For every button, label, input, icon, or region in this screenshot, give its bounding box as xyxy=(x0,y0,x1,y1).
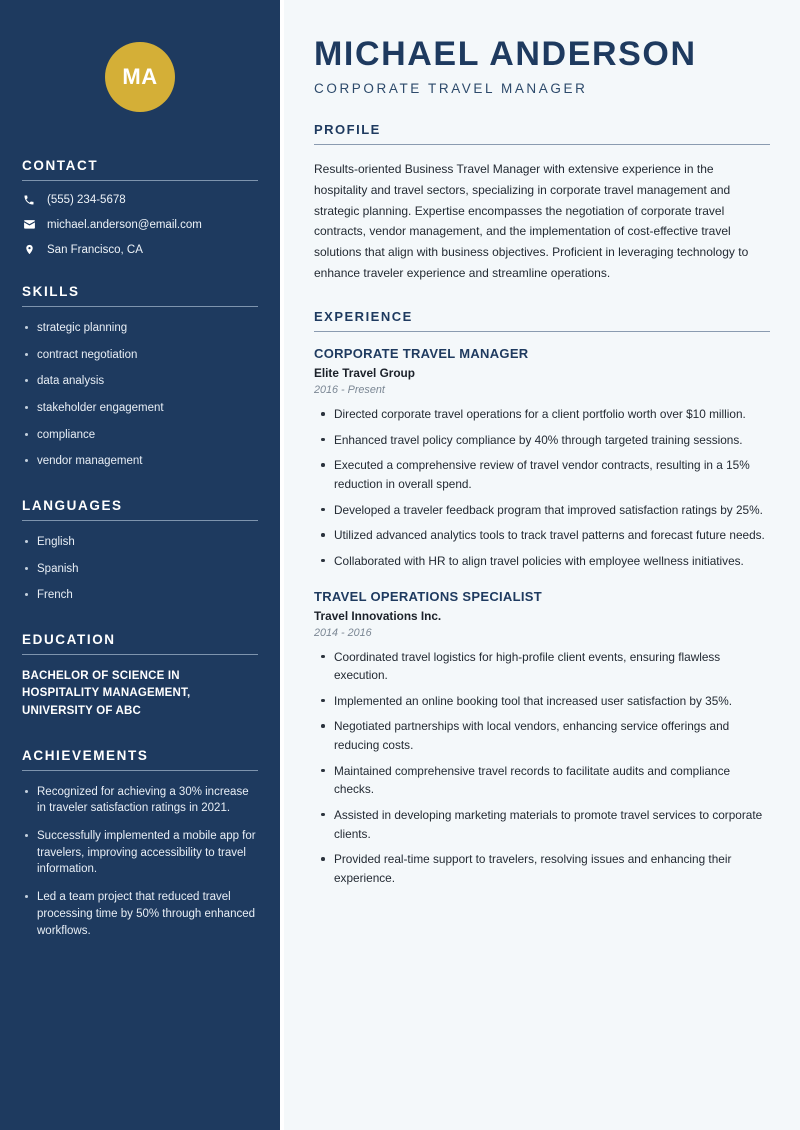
contact-location-value: San Francisco, CA xyxy=(47,243,143,256)
languages-heading: LANGUAGES xyxy=(22,498,123,514)
experience-company: Travel Innovations Inc. xyxy=(314,608,442,623)
list-item: Led a team project that reduced travel processing time by 50% through enhanced workflows. xyxy=(22,889,258,939)
experience-entry xyxy=(314,589,770,888)
list-item: Spanish xyxy=(22,561,258,578)
skills-list xyxy=(22,320,258,470)
list-item: strategic planning xyxy=(22,320,258,337)
skills-divider xyxy=(22,306,258,307)
achievements-list xyxy=(22,784,258,939)
list-item: Negotiated partnerships with local vendors, enhancing service offerings and reducing costs. xyxy=(316,717,770,754)
experience-dates: 2016 - Present xyxy=(314,384,385,397)
experience-job-title: CORPORATE TRAVEL MANAGER xyxy=(314,346,529,362)
contact-location-row[interactable] xyxy=(22,243,258,256)
contact-divider xyxy=(22,180,258,181)
avatar: MA xyxy=(105,42,175,112)
contact-email-row[interactable] xyxy=(22,218,258,231)
education-section xyxy=(22,632,258,720)
education-entry: BACHELOR OF SCIENCE IN HOSPITALITY MANAGEMENT, UNIVERSITY OF ABC xyxy=(22,670,191,717)
list-item: Recognized for achieving a 30% increase in traveler satisfaction ratings in 2021. xyxy=(22,784,258,817)
experience-company: Elite Travel Group xyxy=(314,366,415,381)
list-item: stakeholder engagement xyxy=(22,400,258,417)
list-item: Utilized advanced analytics tools to track travel patterns and forecast future needs. xyxy=(316,526,770,545)
list-item: Collaborated with HR to align travel policies with employee wellness initiatives. xyxy=(316,552,770,571)
achievements-divider xyxy=(22,770,258,771)
list-item: data analysis xyxy=(22,373,258,390)
achievements-section xyxy=(22,748,258,939)
experience-divider xyxy=(314,331,770,332)
phone-icon xyxy=(22,194,36,206)
list-item: Provided real-time support to travelers, resolving issues and enhancing their experience. xyxy=(316,850,770,887)
education-heading: EDUCATION xyxy=(22,632,116,648)
page-title: MICHAEL ANDERSON xyxy=(314,35,697,73)
experience-heading: EXPERIENCE xyxy=(314,309,413,325)
list-item: Enhanced travel policy compliance by 40% through targeted training sessions. xyxy=(316,431,770,450)
experience-bullet-list xyxy=(314,648,770,888)
avatar-container xyxy=(22,0,258,158)
list-item: English xyxy=(22,534,258,551)
list-item: Executed a comprehensive review of travel vendor contracts, resulting in a 15% reduction in overall spend. xyxy=(316,456,770,493)
list-item: compliance xyxy=(22,427,258,444)
list-item: Implemented an online booking tool that increased user satisfaction by 35%. xyxy=(316,692,770,711)
experience-dates: 2014 - 2016 xyxy=(314,626,372,639)
experience-bullet-list xyxy=(314,405,770,570)
profile-heading: PROFILE xyxy=(314,122,381,138)
contact-email-value: michael.anderson@email.com xyxy=(47,218,202,231)
contact-phone-row[interactable] xyxy=(22,194,258,206)
list-item: Coordinated travel logistics for high-profile client events, ensuring flawless execution. xyxy=(316,648,770,685)
list-item: Maintained comprehensive travel records to facilitate audits and compliance checks. xyxy=(316,762,770,799)
list-item: Developed a traveler feedback program that improved satisfaction ratings by 25%. xyxy=(316,501,770,520)
map-pin-icon xyxy=(22,243,36,256)
experience-section xyxy=(314,309,770,887)
contact-phone-value: (555) 234-5678 xyxy=(47,194,126,206)
main-content xyxy=(280,0,800,1130)
profile-divider xyxy=(314,144,770,145)
skills-heading: SKILLS xyxy=(22,284,80,299)
list-item: contract negotiation xyxy=(22,347,258,364)
list-item: French xyxy=(22,587,258,604)
languages-section xyxy=(22,498,258,604)
job-subtitle: CORPORATE TRAVEL MANAGER xyxy=(314,81,588,97)
list-item: Assisted in developing marketing materials to promote travel services to corporate clients. xyxy=(316,806,770,843)
profile-section xyxy=(314,122,770,283)
languages-divider xyxy=(22,520,258,521)
list-item: Successfully implemented a mobile app for travelers, improving accessibility to travel information. xyxy=(22,828,258,878)
languages-list xyxy=(22,534,258,604)
envelope-icon xyxy=(22,218,36,231)
list-item: vendor management xyxy=(22,453,258,470)
experience-job-title: TRAVEL OPERATIONS SPECIALIST xyxy=(314,588,542,604)
list-item: Directed corporate travel operations for a client portfolio worth over $10 million. xyxy=(316,405,770,424)
education-divider xyxy=(22,654,258,655)
experience-entry xyxy=(314,346,770,570)
profile-text: Results-oriented Business Travel Manager with extensive experience in the hospitality and travel sectors, specializing in corporate travel management and strategic planning. Expertise encompasses the negotiation of corporate travel contracts, vendor management, and the implementation of cost-effective travel solutions that align with business objectives. Proficient in leveraging technology to enhance traveler experience and streamline operations. xyxy=(314,162,749,280)
sidebar xyxy=(0,0,280,1130)
contact-heading: CONTACT xyxy=(22,158,99,173)
skills-section xyxy=(22,284,258,470)
contact-section xyxy=(22,158,258,256)
achievements-heading: ACHIEVEMENTS xyxy=(22,747,149,763)
